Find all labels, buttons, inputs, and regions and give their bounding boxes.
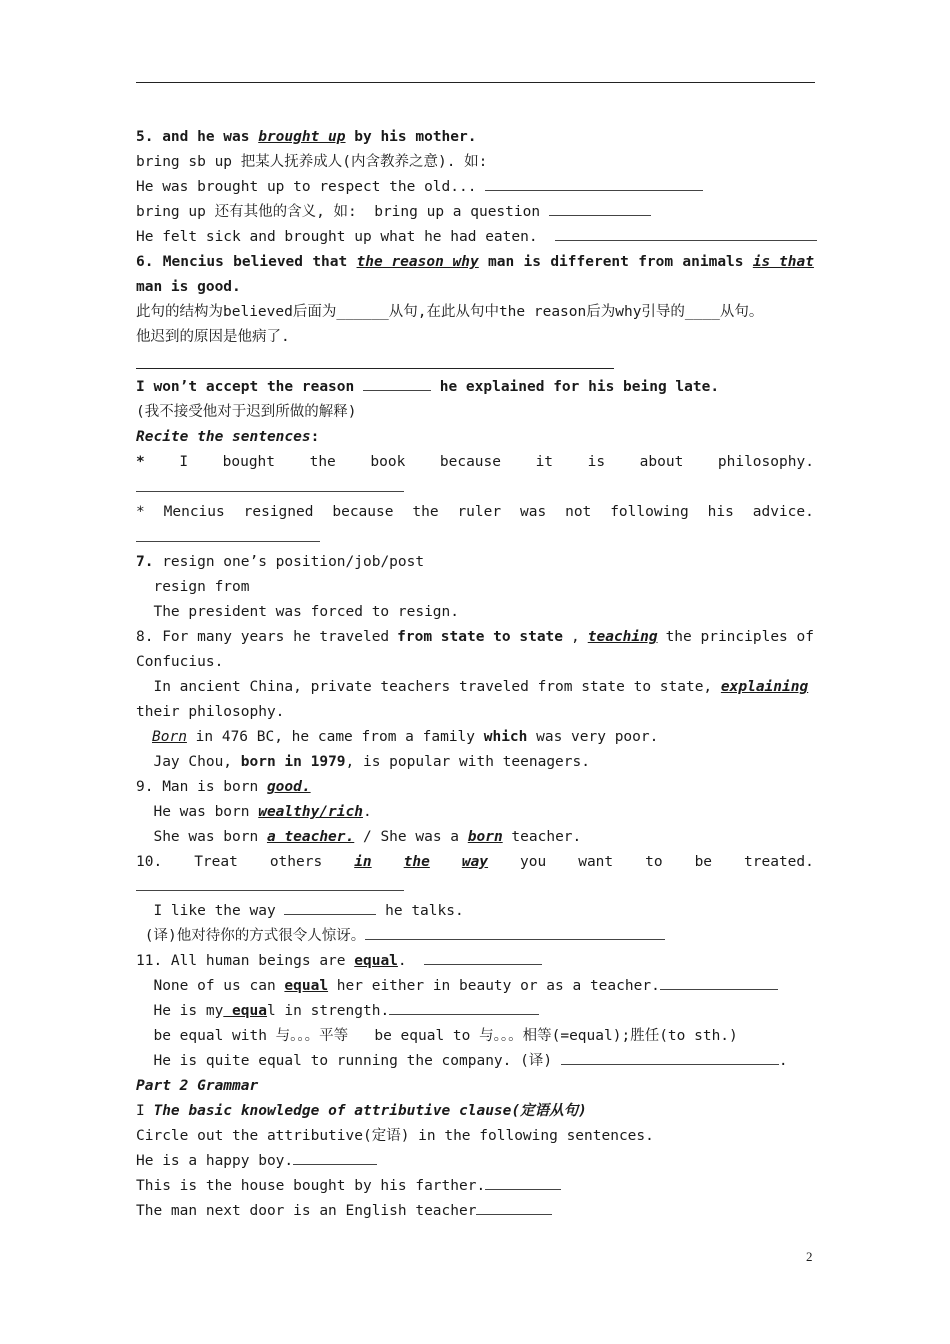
answer-blank[interactable] [136,890,404,891]
answer-blank[interactable] [365,927,665,940]
text-line: Born in 476 BC, he came from a family which was very poor. [152,729,659,745]
page-number: 2 [806,1249,813,1264]
exercise-line: He is my equal in strength. [136,1002,539,1020]
text-line: 他迟到的原因是他病了. [136,329,290,345]
exercise-line: I won’t accept the reason he explained for his being late. [136,379,720,395]
text-line: The president was forced to resign. [136,604,460,620]
answer-blank[interactable] [555,228,817,241]
answer-blank[interactable] [136,491,404,492]
answer-blank[interactable] [549,203,651,216]
text-line: He was born wealthy/rich. [136,804,372,820]
exercise-line: He is quite equal to running the company. (译) . [136,1053,788,1069]
answer-blank[interactable] [485,178,703,191]
exercise-line: (译)他对待你的方式很令人惊讶。 [136,927,665,945]
recite-heading: Recite the sentences: [136,429,320,445]
item-10: 10. Treat others in the way you want to be treated. [136,854,814,870]
item-6-heading: 6. Mencius believed that the reason why man is different from animals is that [136,254,814,270]
text-line: resign from [136,579,250,595]
text-line: Jay Chou, born in 1979, is popular with teenagers. [136,754,590,770]
text-line: In ancient China, private teachers traveled from state to state, explaining [136,679,809,695]
translation-answer-line[interactable] [136,368,614,369]
exercise-line: bring up 还有其他的含义, 如: bring up a question [136,203,651,221]
answer-blank[interactable] [424,952,542,965]
answer-blank[interactable] [561,1052,779,1065]
answer-blank[interactable] [293,1152,377,1165]
answer-blank[interactable] [660,977,778,990]
section-heading: I The basic knowledge of attributive clause(定语从句) [136,1103,587,1119]
item-8-line-1: 8. For many years he traveled from state to state , teaching the principles of [136,629,814,645]
exercise-line: This is the house bought by his farther. [136,1177,561,1195]
item-11: 11. All human beings are equal. [136,952,542,970]
exercise-line: None of us can equal her either in beauty or as a teacher. [136,977,778,995]
answer-blank[interactable] [476,1202,552,1215]
answer-blank[interactable] [284,902,376,915]
text-line: be equal with 与。。。平等 be equal to 与。。。相等(=equal);胜任(to sth.) [136,1028,738,1044]
item-9: 9. Man is born good. [136,779,311,795]
answer-blank[interactable] [136,541,320,542]
part-2-title: Part 2 Grammar [136,1078,259,1094]
recite-sentence-1: * I bought the book because it is about philosophy. [136,454,814,470]
text-line: (我不接受他对于迟到所做的解释) [136,404,357,420]
text-line: 此句的结构为believed后面为______从句,在此从句中the reason后为why引导的____从句。 [136,304,764,320]
item-7: 7. resign one’s position/job/post [136,554,425,570]
text-line: bring sb up 把某人抚养成人(内含教养之意). 如: [136,154,488,170]
header-rule [136,82,815,83]
item-5-heading: 5. and he was brought up by his mother. [136,129,477,145]
text-line: She was born a teacher. / She was a born teacher. [136,829,582,845]
exercise-line: The man next door is an English teacher [136,1202,552,1220]
exercise-line: He felt sick and brought up what he had eaten. [136,228,817,246]
text-line: their philosophy. [136,704,285,720]
text-line: man is good. [136,279,241,295]
text-line: Circle out the attributive(定语) in the following sentences. [136,1128,654,1144]
text-line: Confucius. [136,654,224,670]
answer-blank[interactable] [485,1177,561,1190]
exercise-line: He was brought up to respect the old... [136,178,703,196]
exercise-line: He is a happy boy. [136,1152,377,1170]
answer-blank[interactable] [389,1002,539,1015]
answer-blank[interactable] [363,378,431,391]
recite-sentence-2: * Mencius resigned because the ruler was not following his advice. [136,504,814,520]
exercise-line: I like the way he talks. [136,903,464,919]
